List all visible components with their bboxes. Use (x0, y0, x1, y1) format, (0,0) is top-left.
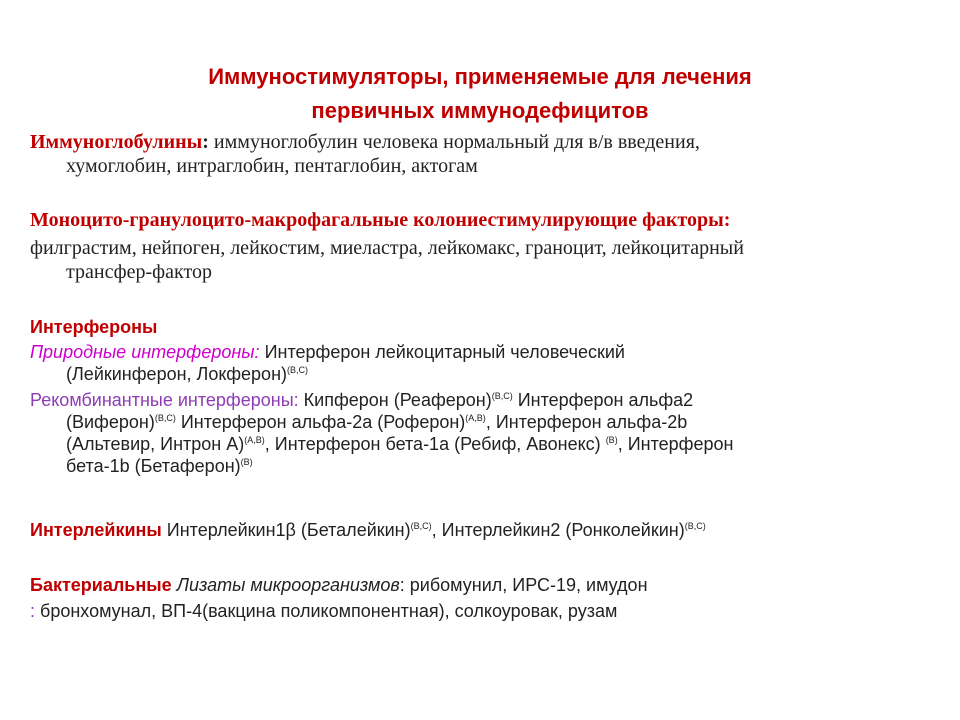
recombinant-interferons-paragraph (30, 389, 930, 477)
interferons-heading: Интерфероны (30, 317, 158, 337)
recombinant-sup-3: (B,C) (154, 413, 176, 423)
interleukins-heading: Интерлейкины (30, 520, 162, 540)
recombinant-sup-4: (A,B) (465, 413, 486, 423)
recombinant-interferons-label: Рекомбинантные интерфероны: (30, 390, 299, 410)
interleukins-sup-1: (B,C) (410, 521, 432, 531)
bacterial-section (30, 574, 930, 622)
recombinant-text-7: , Интерферон бета-1а (Ребиф, Авонекс) (264, 434, 606, 454)
bacterial-text-2: бронхомунал, ВП-4(вакцина поликомпонентная), солкоуровак, рузам (35, 601, 618, 621)
recombinant-text-8: , Интерферон (617, 434, 734, 454)
recombinant-sup-7: (B) (605, 435, 618, 445)
recombinant-text-5: , Интерферон альфа-2b (485, 412, 688, 432)
natural-interferons-label: Природные интерфероны: (30, 342, 260, 362)
slide-title (80, 60, 880, 128)
title-line-2: первичных иммунодефицитов (311, 98, 649, 123)
natural-interferons-text-1: Интерферон лейкоцитарный человеческий (259, 342, 625, 362)
csf-heading: Моноцито-гранулоцито-макрофагальные колониестимулирующие факторы: (30, 209, 731, 231)
csf-section (30, 208, 930, 284)
recombinant-text-3: (Виферон) (66, 412, 155, 432)
recombinant-text-4: Интерферон альфа-2а (Роферон) (175, 412, 466, 432)
interferons-section (30, 316, 930, 477)
recombinant-sup-9: (B) (240, 457, 253, 467)
recombinant-text-1: Кипферон (Реаферон) (298, 390, 492, 410)
recombinant-text-9: бета-1b (Бетаферон) (66, 456, 241, 476)
bacterial-colon: : (30, 601, 36, 621)
bacterial-line-2 (30, 600, 930, 622)
immunoglobulins-text-2: хумоглобин, интраглобин, пентаглобин, актогам (66, 155, 478, 177)
recombinant-sup-6: (A,B) (244, 435, 265, 445)
immunoglobulins-colon: : (202, 131, 209, 153)
bacterial-text-1: : рибомунил, ИРС-19, имудон (399, 575, 648, 595)
recombinant-sup-1: (B,C) (491, 391, 513, 401)
interleukins-section (30, 519, 930, 541)
interleukins-sup-2: (B,C) (684, 521, 706, 531)
immunoglobulins-heading: Иммуноглобулины (30, 131, 203, 153)
natural-interferons-sup: (B,C) (287, 365, 309, 375)
immunoglobulins-paragraph (30, 130, 930, 178)
title-line-1: Иммуностимуляторы, применяемые для лечения (208, 64, 752, 89)
natural-interferons-text-2: (Лейкинферон, Локферон) (66, 364, 288, 384)
natural-interferons-paragraph (30, 341, 930, 385)
csf-text-1: филграстим, нейпоген, лейкостим, миеластра, лейкомакс, граноцит, лейкоцитарный (30, 237, 744, 259)
recombinant-text-2: Интерферон альфа2 (512, 390, 694, 410)
interleukins-text-1: Интерлейкин1β (Беталейкин) (161, 520, 411, 540)
immunoglobulins-section (30, 130, 930, 178)
immunoglobulins-text-1: иммуноглобулин человека нормальный для в/в введения, (208, 131, 700, 153)
bacterial-heading: Бактериальные (30, 575, 172, 595)
recombinant-text-6: (Альтевир, Интрон А) (66, 434, 245, 454)
bacterial-lysates: Лизаты микроорганизмов (171, 575, 400, 595)
interleukins-text-2: , Интерлейкин2 (Ронколейкин) (431, 520, 685, 540)
csf-paragraph (30, 236, 930, 284)
csf-text-2: трансфер-фактор (66, 261, 212, 283)
bacterial-line-1 (30, 574, 930, 596)
